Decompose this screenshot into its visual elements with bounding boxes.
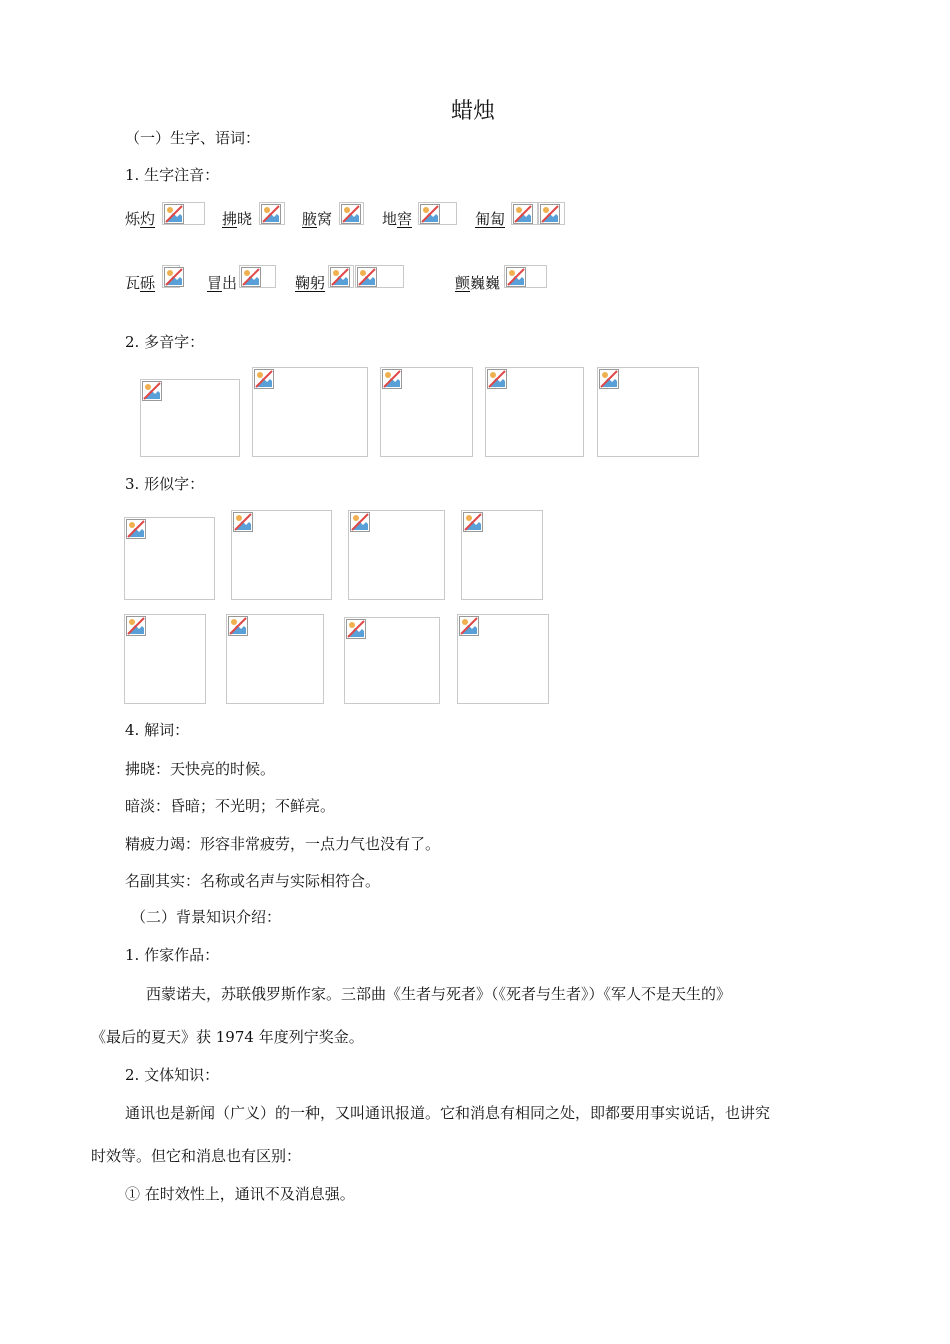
broken-image-icon [126, 519, 146, 539]
pinyin-image [239, 265, 276, 288]
broken-image-icon [241, 267, 261, 287]
vocab-item-jingpilijie: 精疲力竭：形容非常疲劳，一点力气也没有了。 [125, 835, 441, 853]
broken-image-icon [164, 204, 184, 224]
similar-chars-image [344, 617, 440, 704]
broken-image-icon [228, 616, 248, 636]
broken-image-icon [164, 267, 184, 287]
polyphone-image [380, 367, 473, 457]
polyphone-image [140, 379, 240, 457]
broken-image-icon [513, 204, 533, 224]
polyphone-image [252, 367, 368, 457]
pinyin-image [511, 202, 538, 225]
similar-chars-image [348, 510, 445, 600]
word-dijiao: 地窖 [382, 210, 413, 228]
author-paragraph-line2: 《最后的夏天》获 1974 年度列宁奖金。 [91, 1028, 364, 1046]
broken-image-icon [142, 381, 162, 401]
word-pufu: 匍匐 [475, 210, 506, 228]
section-heading-vocabulary: （一）生字、语词： [125, 129, 261, 147]
word-fuxiao: 拂晓 [222, 210, 253, 228]
word-shuozhuo: 烁灼 [125, 210, 156, 228]
pinyin-image [418, 202, 457, 225]
broken-image-icon [350, 512, 370, 532]
polyphone-heading: 2. 多音字： [125, 333, 205, 351]
broken-image-icon [126, 616, 146, 636]
broken-image-icon [420, 204, 440, 224]
vocab-item-fuxiao: 拂晓：天快亮的时候。 [125, 760, 276, 778]
similar-chars-image [124, 517, 215, 600]
similar-chars-image [457, 614, 549, 704]
similar-chars-image [226, 614, 324, 704]
author-heading: 1. 作家作品： [125, 946, 220, 964]
broken-image-icon [382, 369, 402, 389]
broken-image-icon [233, 512, 253, 532]
genre-heading: 2. 文体知识： [125, 1066, 220, 1084]
polyphone-image [485, 367, 584, 457]
pinyin-image [162, 202, 205, 225]
pinyin-heading: 1. 生字注音： [125, 166, 220, 184]
broken-image-icon [330, 267, 350, 287]
broken-image-icon [254, 369, 274, 389]
pinyin-image [259, 202, 285, 225]
pinyin-image [538, 202, 565, 225]
broken-image-icon [341, 204, 361, 224]
broken-image-icon [540, 204, 560, 224]
genre-paragraph-line1: 通讯也是新闻（广义）的一种，又叫通讯报道。它和消息有相同之处，即都要用事实说话，也讲究 [125, 1104, 771, 1122]
broken-image-icon [506, 267, 526, 287]
section-heading-background: （二）背景知识介绍： [131, 908, 282, 926]
page-title: 蜡烛 [451, 99, 496, 124]
pinyin-image [162, 265, 180, 288]
polyphone-image [597, 367, 699, 457]
similar-chars-image [124, 614, 206, 704]
broken-image-icon [346, 619, 366, 639]
broken-image-icon [599, 369, 619, 389]
genre-point-1: ① 在时效性上，通讯不及消息强。 [125, 1185, 355, 1203]
word-jugong: 鞠躬 [295, 274, 326, 292]
word-maochu: 冒出 [207, 274, 238, 292]
word-yewo: 腋窝 [302, 210, 333, 228]
similar-chars-image [231, 510, 332, 600]
word-chanweiwei: 颤巍巍 [455, 274, 501, 292]
similar-chars-image [461, 510, 543, 600]
genre-paragraph-line2: 时效等。但它和消息也有区别： [91, 1147, 302, 1165]
pinyin-image [504, 265, 547, 288]
broken-image-icon [261, 204, 281, 224]
pinyin-image [355, 265, 404, 288]
broken-image-icon [487, 369, 507, 389]
broken-image-icon [463, 512, 483, 532]
author-paragraph-line1: 西蒙诺夫，苏联俄罗斯作家。三部曲《生者与死者》（《死者与生者》）《军人不是天生的》 [146, 985, 732, 1003]
similar-chars-heading: 3. 形似字： [125, 475, 205, 493]
vocab-item-mingfuqishi: 名副其实：名称或名声与实际相符合。 [125, 872, 381, 890]
broken-image-icon [459, 616, 479, 636]
pinyin-image [328, 265, 354, 288]
broken-image-icon [357, 267, 377, 287]
vocab-item-andan: 暗淡：昏暗；不光明；不鲜亮。 [125, 797, 336, 815]
pinyin-image [339, 202, 364, 225]
word-wali: 瓦砾 [125, 274, 156, 292]
vocab-heading: 4. 解词： [125, 721, 190, 739]
